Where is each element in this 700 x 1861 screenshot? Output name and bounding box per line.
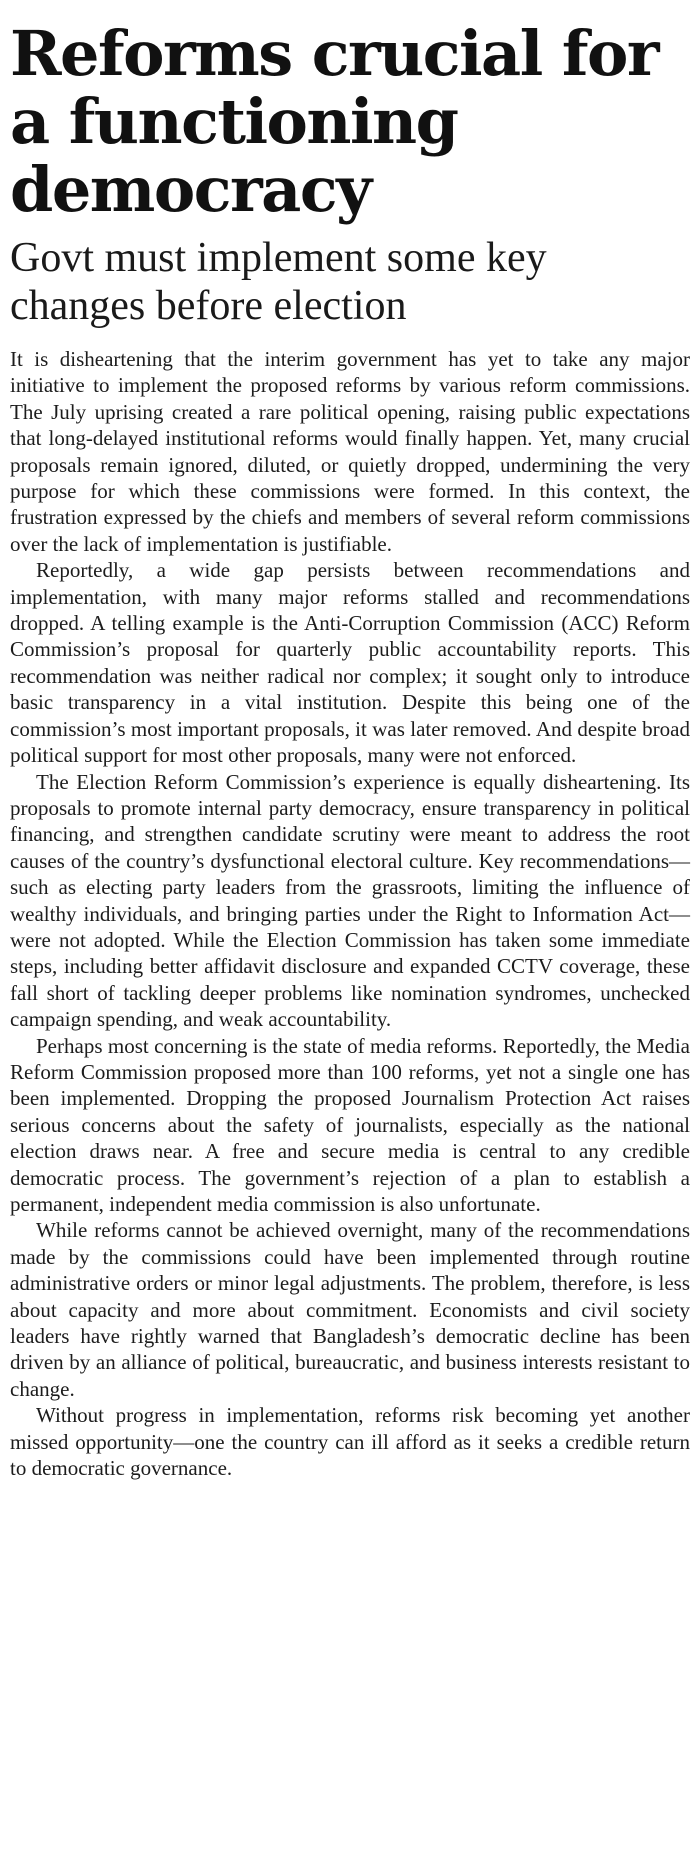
article-body <box>10 346 690 1481</box>
body-paragraph: Reportedly, a wide gap persists between recommendations and implementation, with many major reforms stalled and recommendations dropped. A telling example is the Anti-Corruption Commission (ACC) Reform Commission’s proposal for quarterly public accountability reports. This recommendation was neither radical nor complex; it sought only to introduce basic transparency in a vital institution. Despite this being one of the commission’s most important proposals, it was later removed. And despite broad political support for most other proposals, many were not enforced. <box>10 558 690 768</box>
body-paragraph: Without progress in implementation, reforms risk becoming yet another missed opportunity—one the country can ill afford as it seeks a credible return to democratic governance. <box>10 1403 690 1481</box>
editorial-article <box>10 17 690 1481</box>
body-paragraph: Perhaps most concerning is the state of media reforms. Reportedly, the Media Reform Commission proposed more than 100 reforms, yet not a single one has been implemented. Dropping the proposed Journalism Protection Act raises serious concerns about the safety of journalists, especially as the national election draws near. A free and secure media is central to any credible democratic process. The government’s rejection of a plan to establish a permanent, independent media commission is also unfortunate. <box>10 1033 690 1216</box>
subheadline: Govt must implement some key changes before election <box>10 235 547 329</box>
body-paragraph: The Election Reform Commission’s experience is equally disheartening. Its proposals to promote internal party democracy, ensure transparency in political financing, and strengthen candidate scrutiny were meant to address the root causes of the country’s dysfunctional electoral culture. Key recommendations—such as electing party leaders from the grassroots, limiting the influence of wealthy individuals, and bringing parties under the Right to Information Act—were not adopted. While the Election Commission has taken some immediate steps, including better affidavit disclosure and expanded CCTV coverage, these fall short of tackling deeper problems like nomination syndromes, unchecked campaign spending, and weak accountability. <box>10 769 690 1032</box>
headline: Reforms crucial for a functioning democracy <box>10 17 659 226</box>
body-paragraph: While reforms cannot be achieved overnight, many of the recommendations made by the commissions could have been implemented through routine administrative orders or minor legal adjustments. The problem, therefore, is less about capacity and more about commitment. Economists and civil society leaders have rightly warned that Bangladesh’s democratic decline has been driven by an alliance of political, bureaucratic, and business interests resistant to change. <box>10 1218 690 1401</box>
body-paragraph: It is disheartening that the interim government has yet to take any major initiative to implement the proposed reforms by various reform commissions. The July uprising created a rare political opening, raising public expectations that long-delayed institutional reforms would finally happen. Yet, many crucial proposals remain ignored, diluted, or quietly dropped, undermining the very purpose for which these commissions were formed. In this context, the frustration expressed by the chiefs and members of several reform commissions over the lack of implementation is justifiable. <box>10 347 690 556</box>
